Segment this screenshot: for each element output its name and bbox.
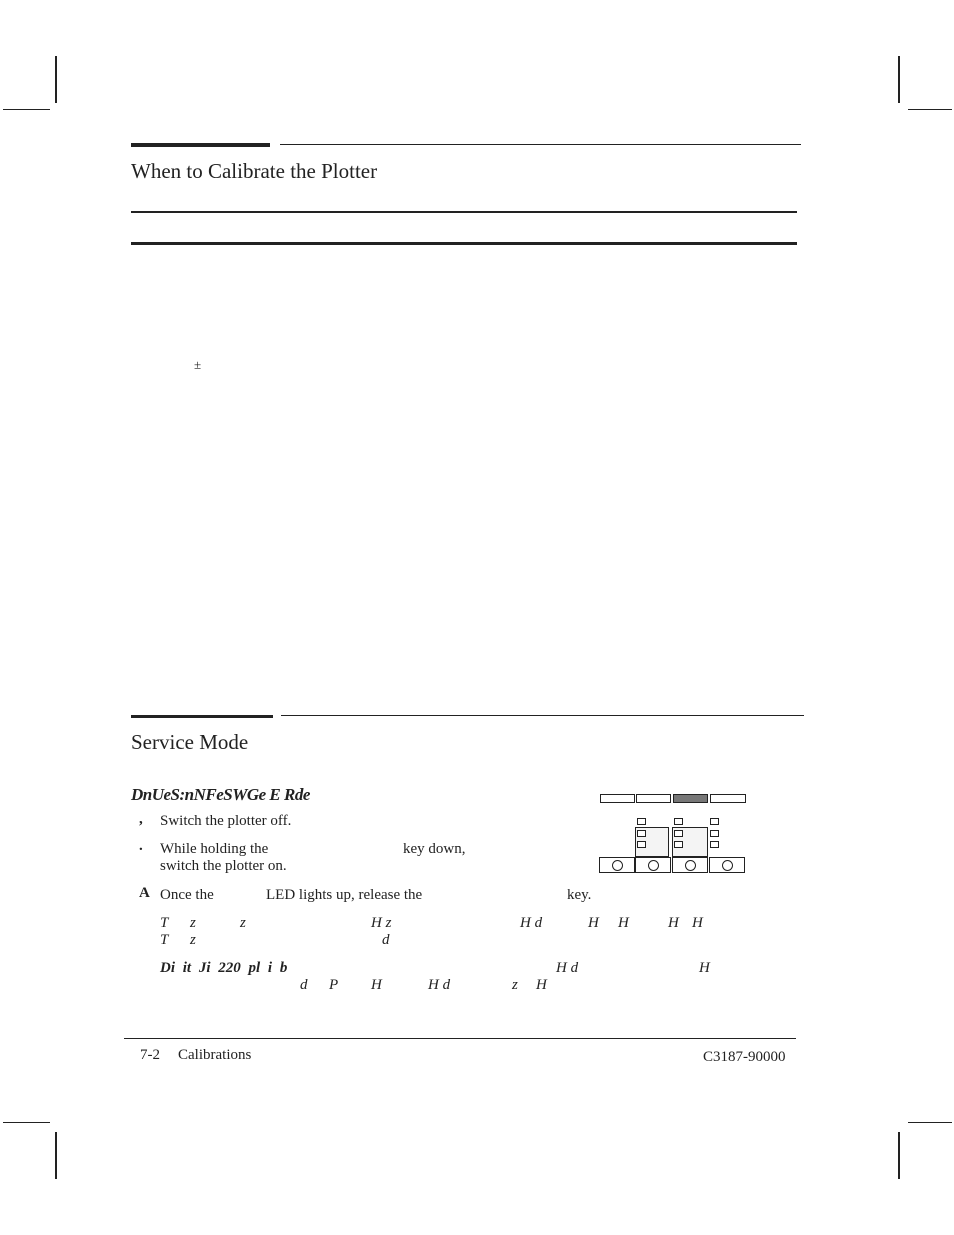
- step2-text-b: key down,: [403, 841, 466, 857]
- step3-marker: A: [139, 885, 150, 901]
- section2-heading-bar-thin: [281, 715, 804, 716]
- crop-mark-top-right-horizontal: [908, 109, 952, 110]
- step2-marker: .: [139, 838, 143, 854]
- note1-frag: H: [588, 915, 599, 931]
- step3-text-c: key.: [567, 887, 592, 903]
- section1-heading-bar-thin: [280, 144, 801, 145]
- crop-mark-top-right-vertical: [898, 56, 900, 103]
- panel-key-4: [710, 794, 746, 803]
- panel-round-button-3: [672, 857, 708, 873]
- crop-mark-bottom-left-vertical: [55, 1132, 57, 1179]
- step1-text: Switch the plotter off.: [160, 813, 292, 829]
- panel-round-button-2: [635, 857, 671, 873]
- note1-frag: H: [692, 915, 703, 931]
- panel-key-2: [636, 794, 671, 803]
- note2-frag: H: [536, 977, 547, 993]
- table-rule-top: [131, 211, 797, 213]
- note1-frag: z: [190, 932, 196, 948]
- panel-led: [674, 818, 683, 825]
- note1-frag: H: [668, 915, 679, 931]
- note2-frag: d: [300, 977, 308, 993]
- panel-round-button-1: [599, 857, 635, 873]
- panel-led: [710, 830, 719, 837]
- crop-mark-top-left-horizontal: [3, 109, 50, 110]
- step3-text-b: LED lights up, release the: [266, 887, 423, 903]
- note1-frag: H z: [371, 915, 392, 931]
- footer-document-number: C3187-90000: [703, 1049, 786, 1065]
- note2-lead: Di it Ji 220 pl i b: [160, 960, 288, 976]
- section2-title: Service Mode: [131, 730, 249, 754]
- note1-frag: H: [618, 915, 629, 931]
- footer-chapter: Calibrations: [178, 1047, 252, 1063]
- note2-frag: z: [512, 977, 518, 993]
- note2-frag: H: [699, 960, 710, 976]
- note1-frag: T: [160, 932, 169, 948]
- note1-frag: z: [240, 915, 246, 931]
- panel-key-1: [600, 794, 635, 803]
- table-rule-bottom: [131, 242, 797, 245]
- panel-led: [637, 830, 646, 837]
- panel-led: [710, 841, 719, 848]
- section2-subtitle: DnUeS:nNFeSWGe E Rde: [131, 785, 310, 804]
- crop-mark-bottom-right-vertical: [898, 1132, 900, 1179]
- section2-heading-bar-thick: [131, 715, 273, 718]
- panel-led: [637, 818, 646, 825]
- step1-marker: ,: [139, 811, 143, 827]
- note1-frag: z: [190, 915, 196, 931]
- plus-minus-symbol: ±: [194, 357, 202, 372]
- step3-text-a: Once the: [160, 887, 214, 903]
- crop-mark-bottom-right-horizontal: [908, 1122, 952, 1123]
- panel-led: [674, 841, 683, 848]
- step2-text-line2: switch the plotter on.: [160, 858, 287, 874]
- section1-title: When to Calibrate the Plotter: [131, 159, 378, 183]
- crop-mark-top-left-vertical: [55, 56, 57, 103]
- note1-frag: T: [160, 915, 169, 931]
- panel-led: [710, 818, 719, 825]
- step2-text-a: While holding the: [160, 841, 269, 857]
- crop-mark-bottom-left-horizontal: [3, 1122, 50, 1123]
- footer-rule: [124, 1038, 796, 1039]
- panel-led: [674, 830, 683, 837]
- panel-key-3-highlighted: [673, 794, 708, 803]
- panel-led: [637, 841, 646, 848]
- note2-frag: P: [329, 977, 339, 993]
- note1-frag: H d: [520, 915, 543, 931]
- note1-frag: d: [382, 932, 390, 948]
- footer-page-number: 7-2: [140, 1047, 160, 1063]
- note2-frag: H d: [556, 960, 579, 976]
- note2-frag: H: [371, 977, 382, 993]
- note2-frag: H d: [428, 977, 451, 993]
- section1-heading-bar-thick: [131, 143, 270, 147]
- panel-round-button-4: [709, 857, 745, 873]
